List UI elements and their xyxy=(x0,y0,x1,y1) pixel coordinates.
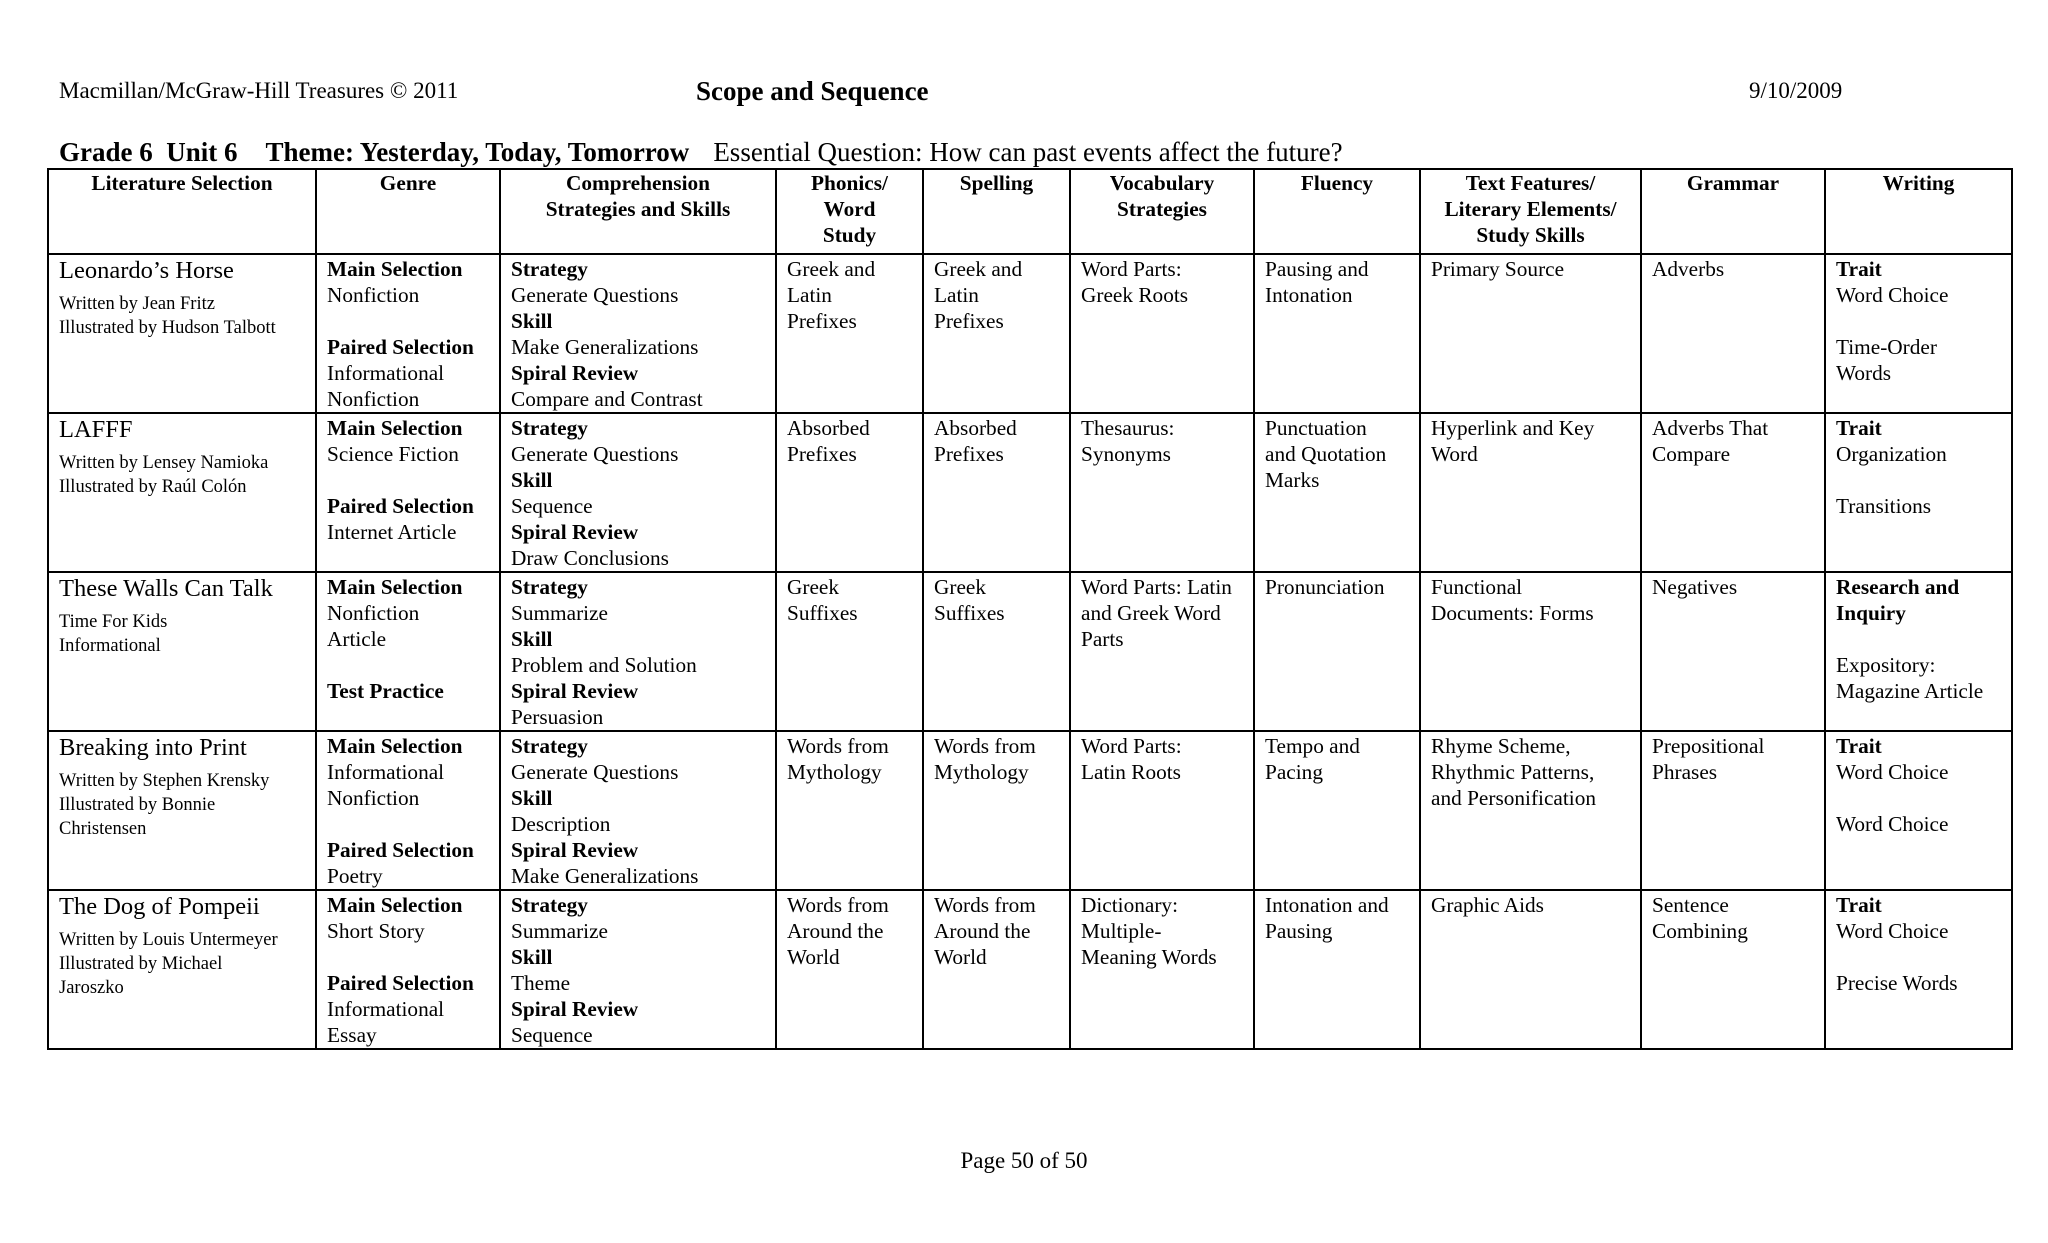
grammar-cell: Prepositional Phrases xyxy=(1641,731,1825,890)
text-features-cell: Rhyme Scheme, Rhythmic Patterns, and Personification xyxy=(1420,731,1641,890)
literature-cell: The Dog of Pompeii Written by Louis Untermeyer Illustrated by Michael Jaroszko xyxy=(48,890,316,1049)
table-header-row xyxy=(48,169,2012,254)
unit-heading xyxy=(59,136,1343,168)
essential-question: Essential Question: How can past events affect the future? xyxy=(713,137,1343,167)
col-header-grammar: Grammar xyxy=(1641,169,1825,254)
spelling-cell: Greek and Latin Prefixes xyxy=(923,254,1070,413)
literature-cell: These Walls Can Talk Time For Kids Informational xyxy=(48,572,316,731)
literature-cell: LAFFF Written by Lensey Namioka Illustrated by Raúl Colón xyxy=(48,413,316,572)
comprehension-cell: Strategy Summarize Skill Theme Spiral Review Sequence xyxy=(500,890,776,1049)
table-row xyxy=(48,572,2012,731)
col-header-vocabulary: Vocabulary Strategies xyxy=(1070,169,1254,254)
genre-cell: Main Selection Short Story Paired Selection Informational Essay xyxy=(316,890,500,1049)
literature-cell: Breaking into Print Written by Stephen Krensky Illustrated by Bonnie Christensen xyxy=(48,731,316,890)
genre-cell: Main Selection Science Fiction Paired Selection Internet Article xyxy=(316,413,500,572)
document-date: 9/10/2009 xyxy=(1749,78,1843,103)
genre-cell: Main Selection Nonfiction Paired Selection Informational Nonfiction xyxy=(316,254,500,413)
grammar-cell: Sentence Combining xyxy=(1641,890,1825,1049)
phonics-cell: Words from Mythology xyxy=(776,731,923,890)
page-number: Page 50 of 50 xyxy=(960,1148,1088,1173)
phonics-cell: Absorbed Prefixes xyxy=(776,413,923,572)
unit-label: Unit 6 xyxy=(166,137,238,167)
text-features-cell: Hyperlink and Key Word xyxy=(1420,413,1641,572)
comprehension-cell: Strategy Summarize Skill Problem and Solution Spiral Review Persuasion xyxy=(500,572,776,731)
text-features-cell: Primary Source xyxy=(1420,254,1641,413)
selection-title: LAFFF xyxy=(59,416,133,443)
comprehension-cell: Strategy Generate Questions Skill Sequence Spiral Review Draw Conclusions xyxy=(500,413,776,572)
table-row xyxy=(48,413,2012,572)
vocabulary-cell: Word Parts: Latin and Greek Word Parts xyxy=(1070,572,1254,731)
comprehension-cell: Strategy Generate Questions Skill Description Spiral Review Make Generalizations xyxy=(500,731,776,890)
writing-cell: Trait Word Choice Word Choice xyxy=(1825,731,2012,890)
writing-cell: Trait Word Choice Precise Words xyxy=(1825,890,2012,1049)
selection-title: Breaking into Print xyxy=(59,734,247,761)
selection-title: Leonardo’s Horse xyxy=(59,257,234,284)
grade-label: Grade 6 xyxy=(59,137,153,167)
col-header-phonics: Phonics/ Word Study xyxy=(776,169,923,254)
col-header-spelling: Spelling xyxy=(923,169,1070,254)
spelling-cell: Words from Mythology xyxy=(923,731,1070,890)
literature-cell: Leonardo’s Horse Written by Jean Fritz Illustrated by Hudson Talbott xyxy=(48,254,316,413)
fluency-cell: Punctuation and Quotation Marks xyxy=(1254,413,1420,572)
col-header-text-features: Text Features/ Literary Elements/ Study Skills xyxy=(1420,169,1641,254)
table-row xyxy=(48,731,2012,890)
col-header-genre: Genre xyxy=(316,169,500,254)
writing-cell: Trait Word Choice Time-Order Words xyxy=(1825,254,2012,413)
spelling-cell: Greek Suffixes xyxy=(923,572,1070,731)
phonics-cell: Words from Around the World xyxy=(776,890,923,1049)
writing-cell: Trait Organization Transitions xyxy=(1825,413,2012,572)
fluency-cell: Tempo and Pacing xyxy=(1254,731,1420,890)
genre-cell: Main Selection Informational Nonfiction Paired Selection Poetry xyxy=(316,731,500,890)
table-row xyxy=(48,254,2012,413)
writing-cell: Research and Inquiry Expository: Magazine Article xyxy=(1825,572,2012,731)
col-header-comprehension: Comprehension Strategies and Skills xyxy=(500,169,776,254)
grammar-cell: Negatives xyxy=(1641,572,1825,731)
scope-sequence-table xyxy=(47,168,2013,1050)
phonics-cell: Greek Suffixes xyxy=(776,572,923,731)
fluency-cell: Pausing and Intonation xyxy=(1254,254,1420,413)
table-row xyxy=(48,890,2012,1049)
vocabulary-cell: Word Parts: Latin Roots xyxy=(1070,731,1254,890)
spelling-cell: Absorbed Prefixes xyxy=(923,413,1070,572)
comprehension-cell: Strategy Generate Questions Skill Make Generalizations Spiral Review Compare and Contrast xyxy=(500,254,776,413)
grammar-cell: Adverbs That Compare xyxy=(1641,413,1825,572)
vocabulary-cell: Dictionary: Multiple- Meaning Words xyxy=(1070,890,1254,1049)
genre-cell: Main Selection Nonfiction Article Test Practice xyxy=(316,572,500,731)
fluency-cell: Pronunciation xyxy=(1254,572,1420,731)
col-header-fluency: Fluency xyxy=(1254,169,1420,254)
vocabulary-cell: Thesaurus: Synonyms xyxy=(1070,413,1254,572)
vocabulary-cell: Word Parts: Greek Roots xyxy=(1070,254,1254,413)
selection-title: These Walls Can Talk xyxy=(59,575,273,602)
grammar-cell: Adverbs xyxy=(1641,254,1825,413)
selection-title: The Dog of Pompeii xyxy=(59,893,260,920)
phonics-cell: Greek and Latin Prefixes xyxy=(776,254,923,413)
publisher-text: Macmillan/McGraw-Hill Treasures © 2011 xyxy=(59,78,459,103)
text-features-cell: Functional Documents: Forms xyxy=(1420,572,1641,731)
fluency-cell: Intonation and Pausing xyxy=(1254,890,1420,1049)
col-header-literature: Literature Selection xyxy=(48,169,316,254)
text-features-cell: Graphic Aids xyxy=(1420,890,1641,1049)
col-header-writing: Writing xyxy=(1825,169,2012,254)
document-title: Scope and Sequence xyxy=(696,76,929,106)
theme-label: Theme: Yesterday, Today, Tomorrow xyxy=(265,137,690,167)
spelling-cell: Words from Around the World xyxy=(923,890,1070,1049)
